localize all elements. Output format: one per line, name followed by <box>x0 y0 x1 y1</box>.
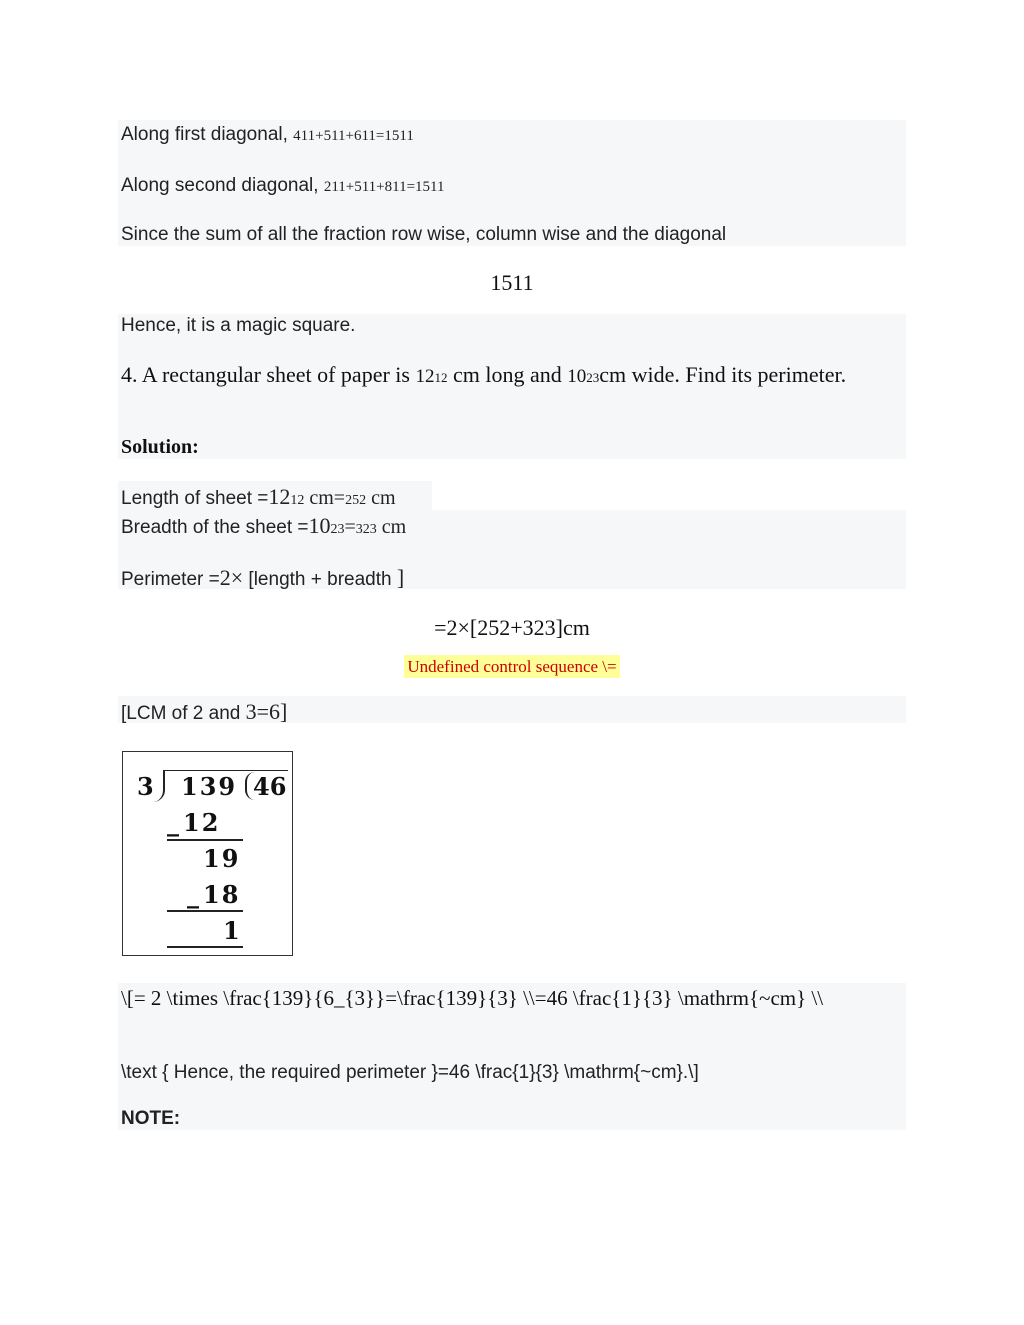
length-big: 12 <box>268 484 291 509</box>
breadth-line <box>121 513 406 539</box>
since-line: Since the sum of all the fraction row wise, column wise and the diagonal <box>121 224 727 245</box>
length-label: Length of sheet = <box>121 488 269 509</box>
breadth-label: Breadth of the sheet = <box>121 517 309 538</box>
division-minus-1: _ <box>167 808 179 837</box>
lcm-math: 3=6] <box>245 699 288 724</box>
question-pre: 4. A rectangular sheet of paper is <box>121 362 416 387</box>
hence-magic-line: Hence, it is a magic square. <box>121 315 356 336</box>
breadth-post: cm <box>376 516 407 538</box>
center-formula: =2×[252+323]cm <box>434 615 590 640</box>
question-b-small: 23 <box>586 370 600 385</box>
division-step1: 12 <box>183 808 221 837</box>
division-rule-3 <box>167 946 243 948</box>
perimeter-math: 2× <box>219 565 244 590</box>
second-diagonal-line <box>121 175 444 197</box>
lcm-text: [LCM of 2 and <box>121 703 246 724</box>
lcm-line <box>121 699 287 725</box>
division-rule-1 <box>167 839 243 841</box>
solution-heading: Solution: <box>121 436 199 458</box>
latex-error: Undefined control sequence \= <box>404 655 619 678</box>
length-small: 12 <box>290 493 305 508</box>
first-diagonal-line <box>121 124 414 146</box>
division-remainder: 1 <box>223 916 240 945</box>
first-diagonal-label: Along first diagonal, <box>121 124 294 145</box>
division-divisor: 3 <box>137 772 154 801</box>
breadth-big: 10 <box>308 513 331 538</box>
length-line <box>121 484 396 510</box>
division-overline <box>163 770 288 771</box>
question-line <box>121 362 846 388</box>
length-mid: cm= <box>304 487 346 509</box>
question-a-big: 12 <box>415 366 435 387</box>
division-rem1: 19 <box>203 844 241 873</box>
question-mid: cm long and <box>447 362 568 387</box>
breadth-small: 23 <box>330 522 345 537</box>
long-division-figure <box>122 751 293 956</box>
question-b-big: 10 <box>567 366 587 387</box>
perimeter-line <box>121 565 404 591</box>
division-step2: 18 <box>203 880 241 909</box>
latex-line-1: \[= 2 \times \frac{139}{6_{3}}=\frac{139}{3} \\=46 \frac{1}{3} \mathrm{~cm} \\ <box>121 986 824 1010</box>
note-heading: NOTE: <box>121 1108 181 1129</box>
question-post: cm wide. Find its perimeter. <box>599 362 847 387</box>
perimeter-text: [length + breadth <box>243 569 397 590</box>
question-a-small: 12 <box>434 370 448 385</box>
perimeter-close: ] <box>396 565 405 590</box>
length-post: cm <box>366 487 396 509</box>
division-rule-2 <box>167 910 243 912</box>
division-quotient: 46 <box>253 772 287 801</box>
breadth-small2: 323 <box>355 522 377 537</box>
latex-line-2: \text { Hence, the required perimeter }=46 \frac{1}{3} \mathrm{~cm}.\] <box>121 1062 699 1083</box>
breadth-mid: = <box>344 516 356 538</box>
division-minus-2: _ <box>187 880 199 909</box>
division-dividend: 139 <box>181 772 238 801</box>
error-row <box>0 657 1024 677</box>
second-diagonal-label: Along second diagonal, <box>121 175 324 196</box>
division-bracket <box>153 770 165 802</box>
length-small2: 252 <box>345 493 367 508</box>
second-diagonal-math: 211+511+811=1511 <box>323 179 445 195</box>
center-value: 1511 <box>490 270 534 295</box>
first-diagonal-math: 411+511+611=1511 <box>293 128 414 144</box>
perimeter-label: Perimeter = <box>121 569 220 590</box>
